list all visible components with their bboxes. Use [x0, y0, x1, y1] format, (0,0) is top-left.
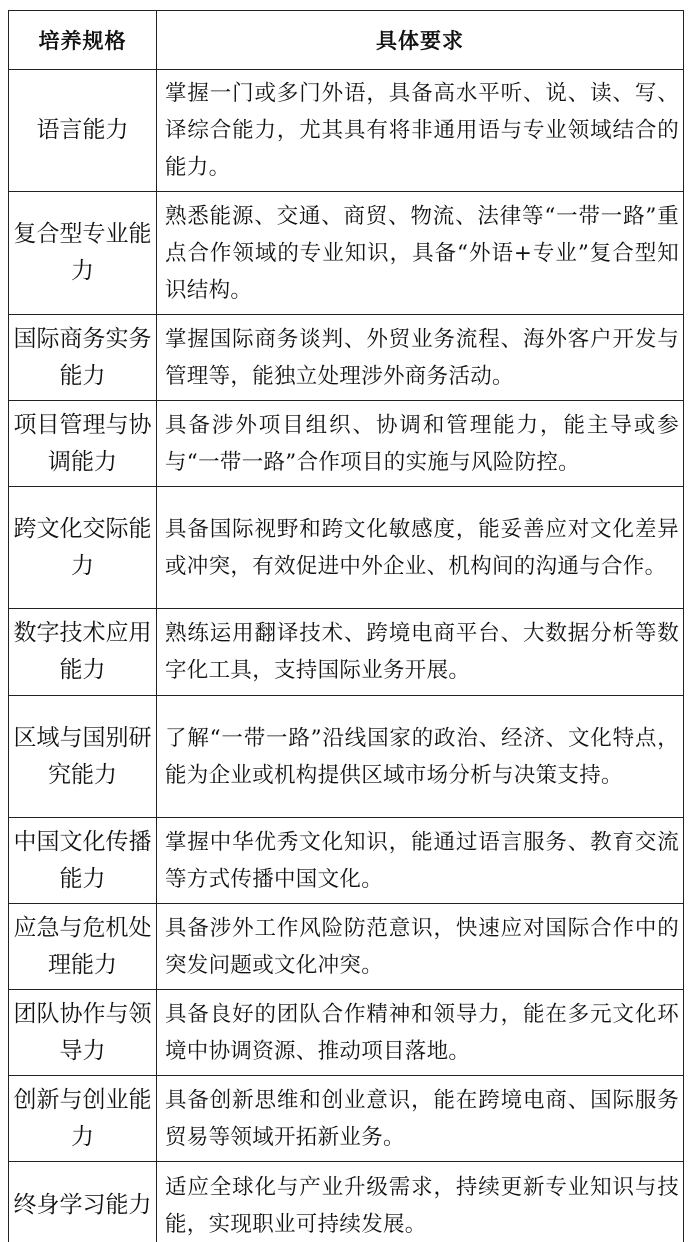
- table-row: [9, 818, 684, 904]
- category-cell: 复合型专业能力: [9, 192, 157, 315]
- training-spec-table: [8, 10, 684, 1242]
- requirement-cell: 具备涉外项目组织、协调和管理能力，能主导或参与“一带一路”合作项目的实施与风险防控。: [157, 401, 684, 487]
- table-row: [9, 192, 684, 315]
- requirement-cell: 掌握国际商务谈判、外贸业务流程、海外客户开发与管理等，能独立处理涉外商务活动。: [157, 315, 684, 401]
- table-row: [9, 609, 684, 696]
- table-row: [9, 904, 684, 990]
- category-cell: 终身学习能力: [9, 1162, 157, 1242]
- category-cell: 创新与创业能力: [9, 1076, 157, 1162]
- category-cell: 应急与危机处理能力: [9, 904, 157, 990]
- category-cell: 中国文化传播能力: [9, 818, 157, 904]
- category-cell: 国际商务实务能力: [9, 315, 157, 401]
- requirement-cell: 具备涉外工作风险防范意识，快速应对国际合作中的突发问题或文化冲突。: [157, 904, 684, 990]
- category-cell: 数字技术应用能力: [9, 609, 157, 696]
- requirement-cell: 掌握中华优秀文化知识，能通过语言服务、教育交流等方式传播中国文化。: [157, 818, 684, 904]
- table-row: [9, 487, 684, 609]
- requirement-cell: 了解“一带一路”沿线国家的政治、经济、文化特点，能为企业或机构提供区域市场分析与决策支持。: [157, 696, 684, 818]
- table-row: [9, 696, 684, 818]
- table-row: [9, 990, 684, 1076]
- table-row: [9, 401, 684, 487]
- category-cell: 语言能力: [9, 70, 157, 192]
- requirement-cell: 熟悉能源、交通、商贸、物流、法律等“一带一路”重点合作领域的专业知识，具备“外语+专业”复合型知识结构。: [157, 192, 684, 315]
- requirement-cell: 具备创新思维和创业意识，能在跨境电商、国际服务贸易等领域开拓新业务。: [157, 1076, 684, 1162]
- table-row: [9, 315, 684, 401]
- header-requirement: 具体要求: [157, 11, 684, 70]
- requirement-cell: 熟练运用翻译技术、跨境电商平台、大数据分析等数字化工具，支持国际业务开展。: [157, 609, 684, 696]
- category-cell: 区域与国别研究能力: [9, 696, 157, 818]
- table-container: [8, 10, 684, 1242]
- table-row: [9, 1162, 684, 1242]
- category-cell: 团队协作与领导力: [9, 990, 157, 1076]
- table-row: [9, 70, 684, 192]
- header-row: [9, 11, 684, 70]
- table-row: [9, 1076, 684, 1162]
- category-cell: 项目管理与协调能力: [9, 401, 157, 487]
- requirement-cell: 具备国际视野和跨文化敏感度，能妥善应对文化差异或冲突，有效促进中外企业、机构间的沟通与合作。: [157, 487, 684, 609]
- requirement-cell: 适应全球化与产业升级需求，持续更新专业知识与技能，实现职业可持续发展。: [157, 1162, 684, 1242]
- header-category: 培养规格: [9, 11, 157, 70]
- requirement-cell: 具备良好的团队合作精神和领导力，能在多元文化环境中协调资源、推动项目落地。: [157, 990, 684, 1076]
- requirement-cell: 掌握一门或多门外语，具备高水平听、说、读、写、译综合能力，尤其具有将非通用语与专业领域结合的能力。: [157, 70, 684, 192]
- category-cell: 跨文化交际能力: [9, 487, 157, 609]
